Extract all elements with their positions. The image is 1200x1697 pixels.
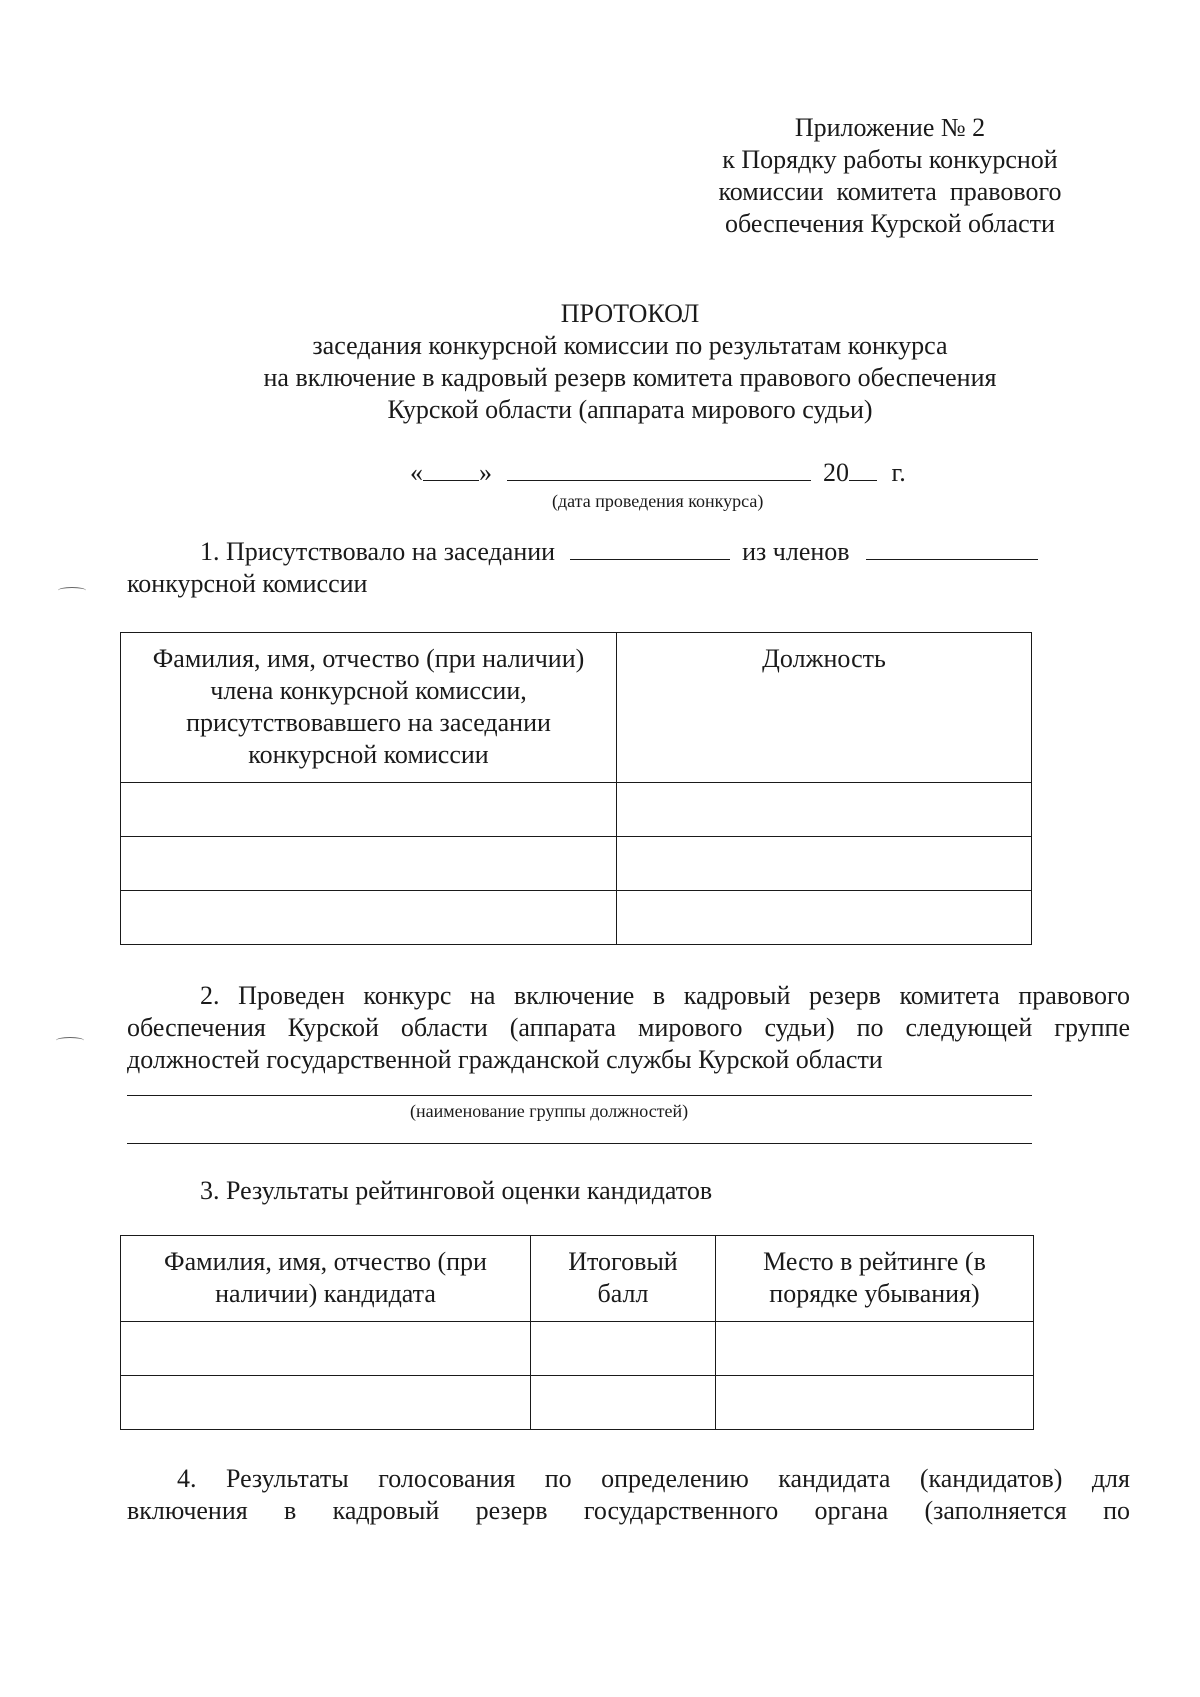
table-cell[interactable] — [617, 783, 1032, 837]
month-blank[interactable] — [507, 456, 811, 481]
section1-text-c: конкурсной комиссии — [127, 569, 368, 598]
scan-mark — [58, 587, 86, 594]
table-cell[interactable] — [617, 837, 1032, 891]
table-row — [121, 1376, 1034, 1430]
table-header-row — [121, 633, 1032, 783]
table-header-cell: Должность — [617, 633, 1032, 783]
group-name-rule[interactable] — [127, 1143, 1032, 1144]
appendix-line: обеспечения Курской области — [725, 209, 1055, 238]
present-count-blank[interactable] — [570, 535, 730, 560]
title-subtitle-line: Курской области (аппарата мирового судьи) — [387, 395, 873, 424]
table-row — [121, 891, 1032, 945]
table-header-cell: Фамилия, имя, отчество (при наличии) члена конкурсной комиссии, присутствовавшего на заседании конкурсной комиссии — [121, 633, 617, 783]
members-table — [120, 632, 1032, 945]
rating-table — [120, 1235, 1034, 1430]
table-row — [121, 837, 1032, 891]
table-header-cell: Фамилия, имя, отчество (при наличии) кандидата — [121, 1236, 531, 1322]
table-cell[interactable] — [716, 1376, 1034, 1430]
document-title — [150, 298, 1110, 426]
appendix-header — [700, 112, 1080, 240]
table-cell[interactable] — [121, 1376, 531, 1430]
scan-mark — [56, 1037, 84, 1044]
section1-text-b: из членов — [742, 537, 850, 566]
table-cell[interactable] — [716, 1322, 1034, 1376]
section2-line: должностей государственной гражданской службы Курской области — [127, 1045, 883, 1074]
table-cell[interactable] — [121, 837, 617, 891]
date-hint: (дата проведения конкурса) — [552, 491, 764, 511]
year-suffix: г. — [891, 458, 906, 487]
appendix-line: Приложение № 2 — [794, 113, 986, 142]
date-open-quote: « — [410, 458, 423, 487]
table-cell[interactable] — [617, 891, 1032, 945]
title-subtitle-line: на включение в кадровый резерв комитета правового обеспечения — [263, 363, 997, 392]
section2-paragraph — [127, 980, 1130, 1076]
table-header-cell: Место в рейтинге (в порядке убывания) — [716, 1236, 1034, 1322]
members-total-blank[interactable] — [866, 535, 1038, 560]
section1-line — [200, 535, 1038, 568]
table-header-row — [121, 1236, 1034, 1322]
section2-line: 2. Проведен конкурс на включение в кадровый резерв комитета правового — [200, 981, 1130, 1010]
table-cell[interactable] — [121, 1322, 531, 1376]
table-row — [121, 783, 1032, 837]
table-cell[interactable] — [531, 1322, 716, 1376]
date-close-quote: » — [479, 458, 492, 487]
table-cell[interactable] — [531, 1376, 716, 1430]
section4-paragraph — [127, 1463, 1130, 1527]
section2-line: обеспечения Курской области (аппарата мирового судьи) по следующей группе — [127, 1013, 1130, 1042]
appendix-line: к Порядку работы конкурсной — [722, 145, 1058, 174]
section1-text-a: 1. Присутствовало на заседании — [200, 537, 556, 566]
section3-heading: 3. Результаты рейтинговой оценки кандидатов — [200, 1176, 713, 1205]
table-row — [121, 1322, 1034, 1376]
group-name-rule[interactable] — [127, 1095, 1032, 1096]
section4-line: включения в кадровый резерв государственного органа (заполняется по — [127, 1496, 1130, 1525]
title-heading: ПРОТОКОЛ — [560, 299, 700, 328]
table-cell[interactable] — [121, 891, 617, 945]
section4-line: 4. Результаты голосования по определению кандидата (кандидатов) для — [177, 1464, 1130, 1493]
year-prefix: 20 — [823, 458, 849, 487]
date-line — [410, 456, 906, 488]
group-name-hint: (наименование группы должностей) — [410, 1101, 689, 1121]
table-cell[interactable] — [121, 783, 617, 837]
table-header-cell: Итоговый балл — [531, 1236, 716, 1322]
title-subtitle-line: заседания конкурсной комиссии по результатам конкурса — [312, 331, 948, 360]
day-blank[interactable] — [423, 456, 479, 481]
appendix-line: комиссии комитета правового — [718, 177, 1062, 206]
year-blank[interactable] — [849, 456, 877, 481]
